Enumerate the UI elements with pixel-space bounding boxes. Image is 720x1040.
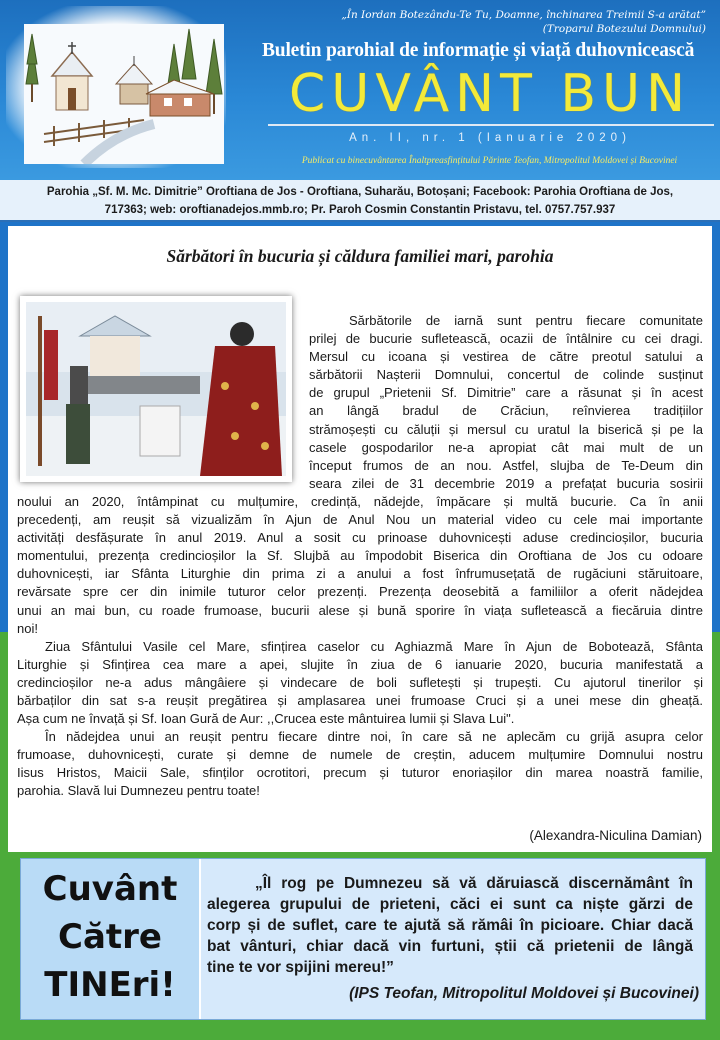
article-line: parohia. Slavă lui Dumnezeu pentru toate!	[17, 783, 260, 799]
parish-info-bar	[0, 180, 720, 222]
youth-quote-box	[20, 858, 706, 1020]
article-line: sărbătorii Nașterii Domnului, concertul de colinde susținut	[309, 367, 703, 383]
article-line: seara zilei de 31 decembrie 2019 a prefațat bucuria sosirii	[309, 475, 703, 491]
article-line: momentului, prezența credincioșilor la Sf. Slujbă au împodobit Biserica din Oroftiana de Jos cu odoare	[17, 548, 703, 564]
article-line: activități desfășurate în anul 2019. Anul a sosit cu prinoase duhovnicești aduse credincioșilor, bucuria	[17, 530, 703, 546]
article-line: casele gospodarilor ne-a apropiat cât mai mult de un	[309, 439, 703, 455]
article-line: unui an mai bun, cu roade frumoase, bucurii alese și bună sporire în viața sufletească a fiecăruia dintre	[17, 602, 703, 618]
quote-line: tine te vor spijini mereu!”	[207, 959, 394, 976]
article-line: În nădejdea unui an reușit pentru fiecare dintre noi, în care să ne aplecăm cu grijă asupra celor	[45, 729, 703, 745]
masthead	[0, 0, 720, 180]
article-line: noi!	[17, 620, 38, 636]
article-line: noului an 2020, întâmpinat cu mulțumire, credință, nădejde, împăcare și multă bucurie. Ca în anii	[17, 493, 703, 509]
article-line: început frumos de an nou. Astfel, slujba de Te-Deum din	[309, 457, 703, 473]
troparion	[341, 8, 706, 36]
masthead-illustration	[6, 6, 226, 168]
article-line: Mersul cu icoana și vestirea de către preotul satului a	[309, 349, 703, 365]
youth-title-line: Cuvânt	[42, 869, 178, 909]
parish-info-line-2: 717363; web: oroftianadejos.mmb.ro; Pr. Paroh Cosmin Constantin Pristavu, tel. 0757.757.937	[104, 204, 616, 216]
article-line: Ziua Sfântului Vasile cel Mare, sfințirea caselor cu Aghiazmă Mare în Ajun de Bobotează, Sfânta	[45, 638, 703, 654]
article-title: Sărbători în bucuria și căldura familiei mari, parohia	[166, 246, 554, 266]
article-line: de grupul „Prietenii Sf. Dimitrie” care a răsunat și în acest	[309, 385, 703, 401]
article-line: an lângă bradul de Crăciun, reînvierea tradițiilor	[309, 403, 703, 419]
article-line: Liturghie și Sfințirea cea mare a apei, slujite în ziua de 6 ianuarie 2020, bucuria manifestată a	[17, 656, 703, 672]
title-divider	[268, 124, 714, 126]
parish-info-line-1: Parohia „Sf. M. Mc. Dimitrie” Oroftiana de Jos - Oroftiana, Suharău, Botoșani; Facebook: Parohia Oroftiana de Jos,	[46, 186, 674, 198]
winter-church-illustration	[24, 24, 224, 164]
article-body	[17, 312, 703, 801]
troparion-quote: „În Iordan Botezându-Te Tu, Doamne, închinarea Treimii S-a arătat”	[341, 9, 706, 21]
quote-line: bat vânturi, chiar dacă vin furtuni, știi că prietenii de lângă	[207, 938, 693, 955]
article-line: prilej de bucurie sufletească, ocazii de întâlnire cu cei dragi.	[309, 331, 703, 347]
article-line: precedenți, am reușit să vizualizăm în Ajun de Anul Nou un material video cu cele mai importante	[17, 512, 703, 528]
youth-box-title	[21, 865, 199, 1009]
article-line: credincioșilor ne-a adus mângâiere și vindecare de boli sufletești și trupești. Cu ajutorul tinerilor și	[17, 674, 703, 690]
blessing-note: Publicat cu binecuvântarea Înaltpreasfințitului Părinte Teofan, Mitropolitul Moldovei și Bucovinei	[301, 156, 678, 166]
article-panel	[8, 226, 712, 852]
article-line: strămoșești cu căluții și mersul cu uratul la biserică și pe la	[309, 421, 703, 437]
article-line: Iisus Hristos, Maicii Sale, sfinților ocrotitori, precum și tuturor enoriașilor din marea noastră familie,	[17, 765, 703, 781]
article-line: Sărbătorile de iarnă sunt pentru fiecare comunitate	[349, 313, 703, 328]
quote-signature: (IPS Teofan, Mitropolitul Moldovei și Bucovinei)	[349, 985, 699, 1002]
article-line: frumoase, duhovnicești, curate și demne de numele de creștin, aducem mulțumire Domnului nostru	[17, 747, 703, 763]
article-author: (Alexandra-Niculina Damian)	[529, 828, 702, 843]
article-line: bărbaților din sat s-a reușit pregătirea și amplasarea unei frumoase Cruci și a unei mese din gheață.	[17, 692, 703, 708]
youth-box-title-panel	[21, 859, 201, 1019]
youth-title-line: TINEri!	[44, 965, 176, 1005]
article-wrapped-paragraph	[17, 312, 703, 493]
article-line: duhovnicești, iar Sfânta Liturghie din prima zi a anului a fost înfrumusețată de rugăciuni stăruitoare,	[17, 566, 703, 582]
article-line: revărsate spre cer din inimile tuturor celor prezenți. Prezența deosebită a familiilor a oferit nădejdea	[17, 584, 703, 600]
youth-title-line: Către	[58, 917, 162, 957]
issue-number: An. II, nr. 1 (Ianuarie 2020)	[349, 132, 631, 144]
bulletin-subtitle: Buletin parohial de informație și viață duhovnicească	[262, 40, 695, 61]
bulletin-title: CUVÂNT BUN	[288, 64, 691, 124]
quote-line: alegerea grupului de prieteni, căci ei sunt ca niște gărzi de	[207, 896, 693, 913]
article-line: Așa cum ne învață și Sf. Ioan Gură de Aur: ,,Crucea este mântuirea lumii și Slava Lui".	[17, 711, 515, 727]
quote-line: corp și de suflet, care te ajută să rămâi în picioare. Chiar dacă	[207, 917, 693, 934]
youth-box-quote-panel	[201, 859, 705, 1019]
troparion-source: (Troparul Botezului Domnului)	[542, 23, 706, 35]
quote-line: „Îl rog pe Dumnezeu să vă dăruiască discernământ în	[255, 875, 693, 892]
youth-quote	[207, 873, 693, 978]
